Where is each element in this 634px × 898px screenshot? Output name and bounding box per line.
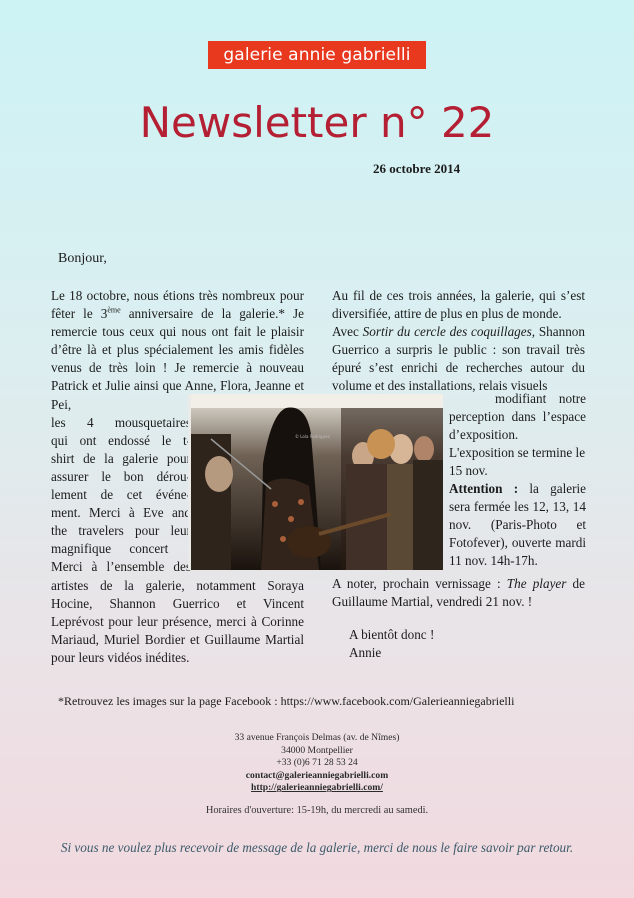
contact-block: [0, 732, 634, 795]
beside-line: shirt de la galerie pour: [51, 450, 191, 466]
city: 34000 Montpellier: [281, 744, 353, 756]
ordinal-suffix: ème: [107, 305, 121, 315]
website-link[interactable]: http://galerieanniegabrielli.com/: [251, 782, 383, 794]
right-intro: Au fil de ces trois années, la galerie, qui s’est diversifiée, attire de plus en plus de monde.: [332, 288, 585, 322]
gallery-logo: galerie annie gabrielli: [208, 41, 426, 69]
right-column: [332, 287, 585, 396]
photo-credit: © Lola Rodriguez: [295, 434, 330, 439]
signature: Annie: [349, 645, 382, 661]
signoff-line: A bientôt donc !: [349, 627, 435, 642]
attention-label: Attention :: [449, 481, 519, 496]
exhibition-paragraph: [332, 323, 585, 395]
thanks-text: Je remercie tous ceux qui nous ont fait le plaisir d’être là et plus spécialement les amis fidèles venus de très loin ! Je remercie à nouveau Patrick et Julie ainsi que Anne, Flora, Jeanne et Pei,: [51, 306, 305, 412]
facebook-note: *Retrouvez les images sur la page Facebook : https://www.facebook.com/Galerieanniegabrielli: [58, 694, 515, 708]
intro-line-2a: pour fêter le 3: [51, 288, 304, 322]
address: 33 avenue François Delmas (av. de Nîmes): [234, 732, 400, 743]
concert-photo: [191, 394, 443, 570]
beside-line: assurer le bon dérou-: [51, 468, 191, 484]
vernissage-paragraph: [332, 575, 585, 611]
phone: +33 (0)6 71 28 53 24: [276, 757, 358, 769]
exhibition-end: L'exposition se termine le 15 nov.: [449, 445, 586, 479]
vernissage-prefix: A noter, prochain vernissage :: [332, 576, 507, 591]
intro-line-1: Le 18 octobre, nous étions très nombreux: [51, 288, 276, 303]
beside-line: qui ont endossé le t-: [51, 432, 191, 448]
newsletter-title: Newsletter n° 22: [139, 98, 495, 147]
vernissage-block: [332, 575, 585, 611]
attention-text: la galerie sera fermée les 12, 13, 14 nov. (Paris-Photo et Fotofever), ouverte mardi 11 nov. 14h-17h.: [449, 481, 587, 569]
newsletter-date: 26 octobre 2014: [373, 161, 461, 176]
beside-line: the travelers pour leur: [51, 523, 191, 539]
attention-block: [449, 480, 586, 570]
beside-line: ment. Merci à Eve and: [51, 505, 191, 521]
perception-text: modifiant notre perception dans l’espace d’exposition.: [449, 391, 586, 443]
attention-paragraph: [449, 480, 586, 570]
exhibition-desc: Shannon Guerrico a surpris le public : son travail très épuré s’est enrichi de recherches autour du volume et des installations, relais visuels: [332, 324, 585, 394]
beside-line: Merci à l’ensemble des: [51, 559, 191, 575]
intro-line-2b: anniversaire de la galerie.*: [120, 306, 285, 322]
beside-line: magnifique concert !: [51, 541, 191, 557]
beside-line: les 4 mousquetaires: [51, 414, 191, 430]
signoff: [349, 626, 434, 662]
avec-prefix: Avec: [332, 324, 363, 340]
right-beside-photo: [449, 390, 586, 480]
vernissage-title: The player: [506, 576, 567, 591]
vernissage-rest: de Guillaume Martial, vendredi 21 nov. !: [332, 576, 585, 610]
unsubscribe-note: Si vous ne voulez plus recevoir de message de la galerie, merci de nous le faire savoir par retour.: [60, 840, 574, 855]
beside-line: lement de cet événe-: [51, 487, 191, 503]
greeting: Bonjour,: [58, 251, 107, 266]
email-link[interactable]: contact@galerieanniegabrielli.com: [245, 769, 389, 781]
after-photo-paragraph: artistes de la galerie, notamment Soraya Hocine, Shannon Guerrico et Vincent Leprévost pour leur présence, merci à Corinne Mariaud, Muriel Bordier et Guillaume Martial pour leurs vidéos inédites.: [51, 577, 304, 665]
exhibition-title: Sortir du cercle des coquillages,: [362, 324, 536, 340]
opening-hours: Horaires d'ouverture: 15-19h, du mercredi au samedi.: [205, 805, 429, 816]
text-beside-photo: [51, 414, 191, 577]
